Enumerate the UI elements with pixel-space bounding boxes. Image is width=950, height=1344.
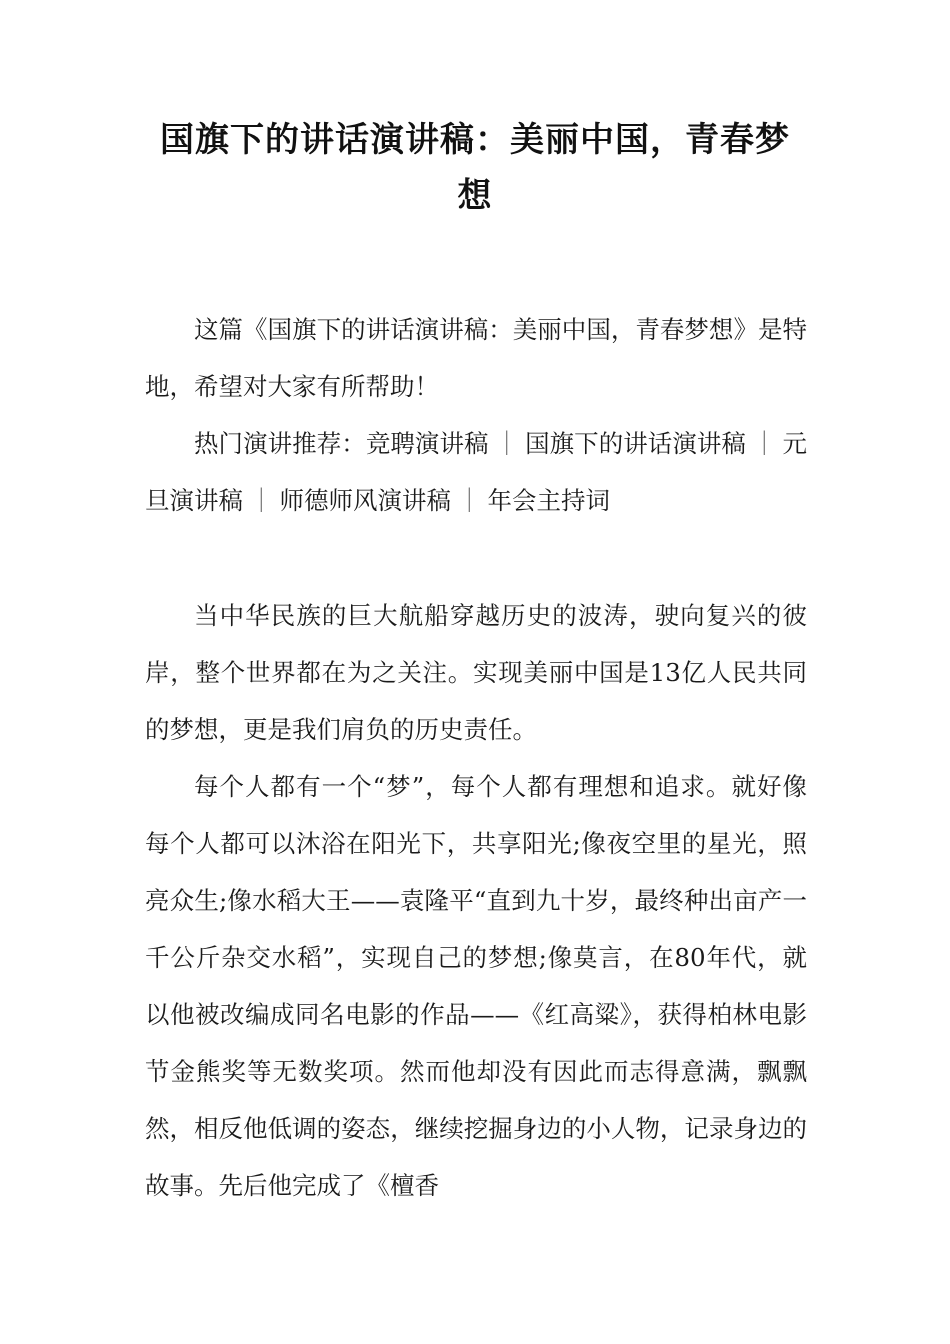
document-title (120, 112, 830, 224)
hot-link-4[interactable]: 师德师风演讲稿 (279, 486, 451, 515)
link-separator: ｜ (249, 486, 274, 515)
hot-label: 热门演讲推荐： (194, 429, 366, 458)
body-paragraph-1: 当中华民族的巨大航船穿越历史的波涛，驶向复兴的彼岸，整个世界都在为之关注。实现美丽中国是13亿人民共同的梦想，更是我们肩负的历史责任。 (145, 601, 807, 744)
intro-paragraph: 这篇《国旗下的讲话演讲稿：美丽中国，青春梦想》是特地，希望对大家有所帮助！ (145, 315, 807, 401)
title-line-1: 国旗下的讲话演讲稿：美丽中国，青春梦 (160, 120, 790, 160)
link-separator: ｜ (751, 429, 777, 458)
hot-recommendations (145, 415, 807, 529)
main-content (145, 587, 807, 1214)
hot-link-1[interactable]: 竞聘演讲稿 (365, 429, 489, 458)
body-paragraph-2: 每个人都有一个“梦”，每个人都有理想和追求。就好像每个人都可以沐浴在阳光下，共享阳光;像夜空里的星光，照亮众生;像水稻大王——袁隆平“直到九十岁，最终种出亩产一千公斤杂交水稻”，实现自己的梦想;像莫言，在80年代，就以他被改编成同名电影的作品——《红高粱》，获得柏林电影节金熊奖等无数奖项。然而他却没有因此而志得意满，飘飘然，相反他低调的姿态，继续挖掘身边的小人物，记录身边的故事。先后他完成了《檀香 (145, 772, 807, 1200)
hot-link-5[interactable]: 年会主持词 (487, 486, 610, 515)
link-separator: ｜ (457, 486, 482, 515)
link-separator: ｜ (494, 429, 520, 458)
hot-link-2[interactable]: 国旗下的讲话演讲稿 (525, 429, 746, 458)
intro-section (145, 301, 807, 529)
hot-link-3[interactable]: 元旦演讲稿 (145, 429, 808, 515)
title-line-2: 想 (457, 176, 493, 216)
